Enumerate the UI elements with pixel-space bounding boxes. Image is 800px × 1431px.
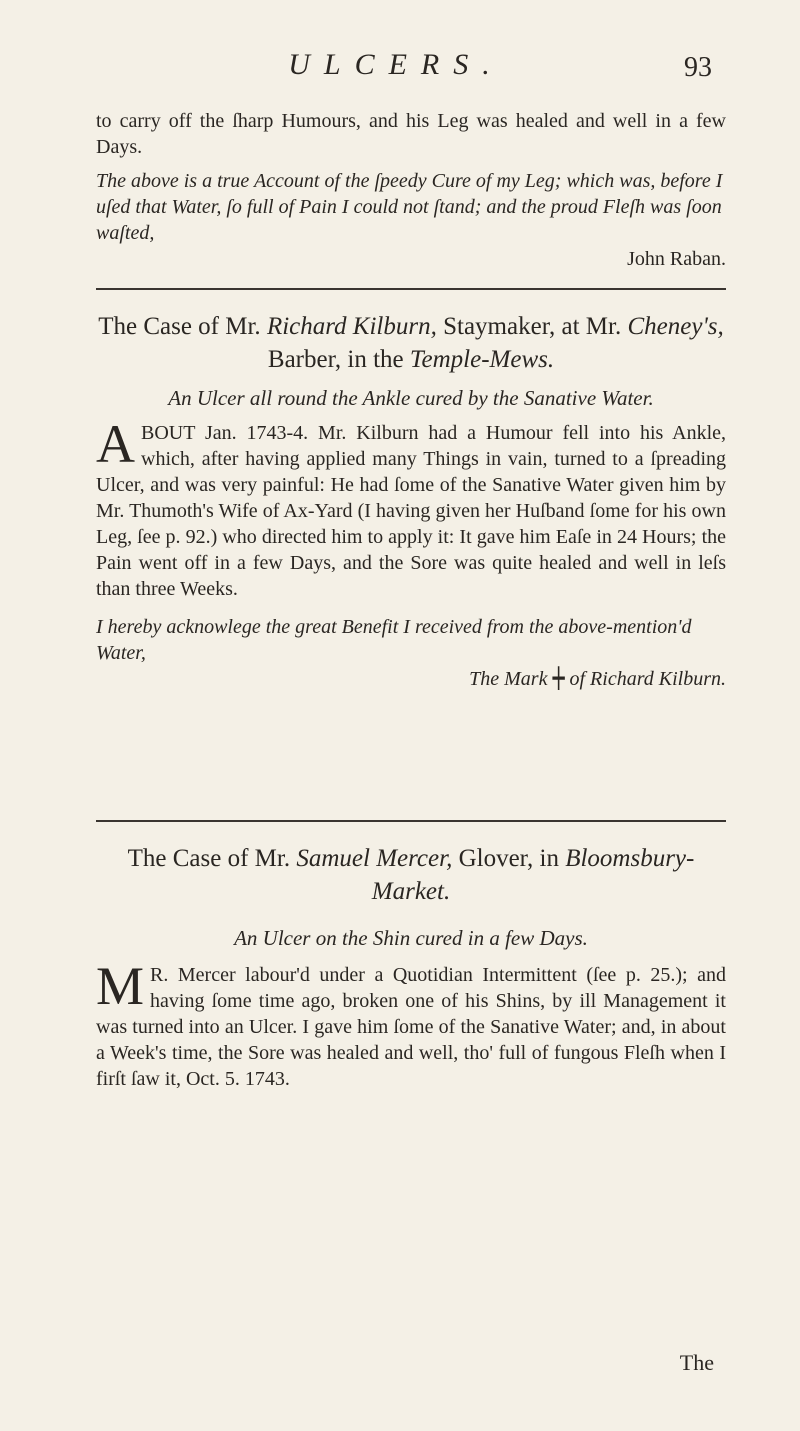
case-mercer: [96, 842, 726, 1092]
drop-cap: M: [96, 956, 145, 1016]
case-subheading: An Ulcer all round the Ankle cured by the Sanative Water.: [168, 386, 654, 410]
case-title: [96, 310, 726, 376]
divider-rule: [96, 820, 726, 822]
case-body: [96, 414, 726, 602]
place-name: Bloomsbury-Market.: [371, 845, 695, 905]
case-subheading: An Ulcer on the Shin cured in a few Days.: [234, 926, 588, 950]
shop-name: Cheney's,: [627, 313, 724, 340]
patient-name: Richard Kilburn,: [266, 313, 437, 340]
case-title-end: Glover, in: [458, 845, 559, 872]
signature-mark: The Mark ┿ of Richard Kilburn.: [469, 668, 726, 690]
divider-rule: [96, 288, 726, 290]
catchword: The: [679, 1350, 714, 1375]
case-title-prefix: The Case of Mr.: [127, 845, 291, 872]
case-body-text: BOUT Jan. 1743-4. Mr. Kilburn had a Humour fell into his Ankle, which, after having applied many Things in vain, turned to a ſpreading Ulcer, and was very painful: He had ſome of the Sanative Water given him by Mr. Thumoth's Wife of Ax-Yard (I having given her Huſband ſome for his own Leg, ſee p. 92.) who directed him to apply it: It gave him Eaſe in 24 Hours; the Pain went off in a few Days, and the Sore was quite healed and well in leſs than three Weeks.: [96, 422, 726, 600]
case-body-text: R. Mercer labour'd under a Quotidian Intermittent (ſee p. 25.); and having ſome time ago, broken one of his Shins, by ill Management it was turned into an Ulcer. I gave him ſome of the Sanative Water; and, in about a Week's time, the Sore was healed and well, tho' full of fungous Fleſh when I firſt ſaw it, Oct. 5. 1743.: [96, 964, 726, 1090]
case-kilburn: [96, 310, 726, 692]
case-body: [96, 956, 726, 1092]
patient-name: Samuel Mercer,: [296, 845, 453, 872]
intro-section: [96, 108, 726, 272]
case-title-end: Barber, in the: [267, 346, 404, 373]
drop-cap: A: [96, 414, 135, 474]
place-name: Temple-Mews.: [409, 346, 555, 373]
page-number: 93: [684, 52, 712, 83]
running-head: ULCERS.: [288, 48, 504, 81]
case-title-middle: Staymaker, at Mr.: [443, 313, 622, 340]
intro-paragraph: to carry off the ſharp Humours, and his Leg was healed and well in a few Days.: [96, 110, 726, 158]
acknowledgement: I hereby acknowlege the great Benefit I received from the above-mention'd Water,: [96, 616, 692, 664]
case-title: [96, 842, 726, 908]
case-title-prefix: The Case of Mr.: [98, 313, 261, 340]
raban-testimony: The above is a true Account of the ſpeedy Cure of my Leg; which was, before I uſed that Water, ſo full of Pain I could not ſtand; and the proud Fleſh was ſoon waſted,: [96, 170, 723, 244]
raban-signature: John Raban.: [627, 248, 726, 270]
